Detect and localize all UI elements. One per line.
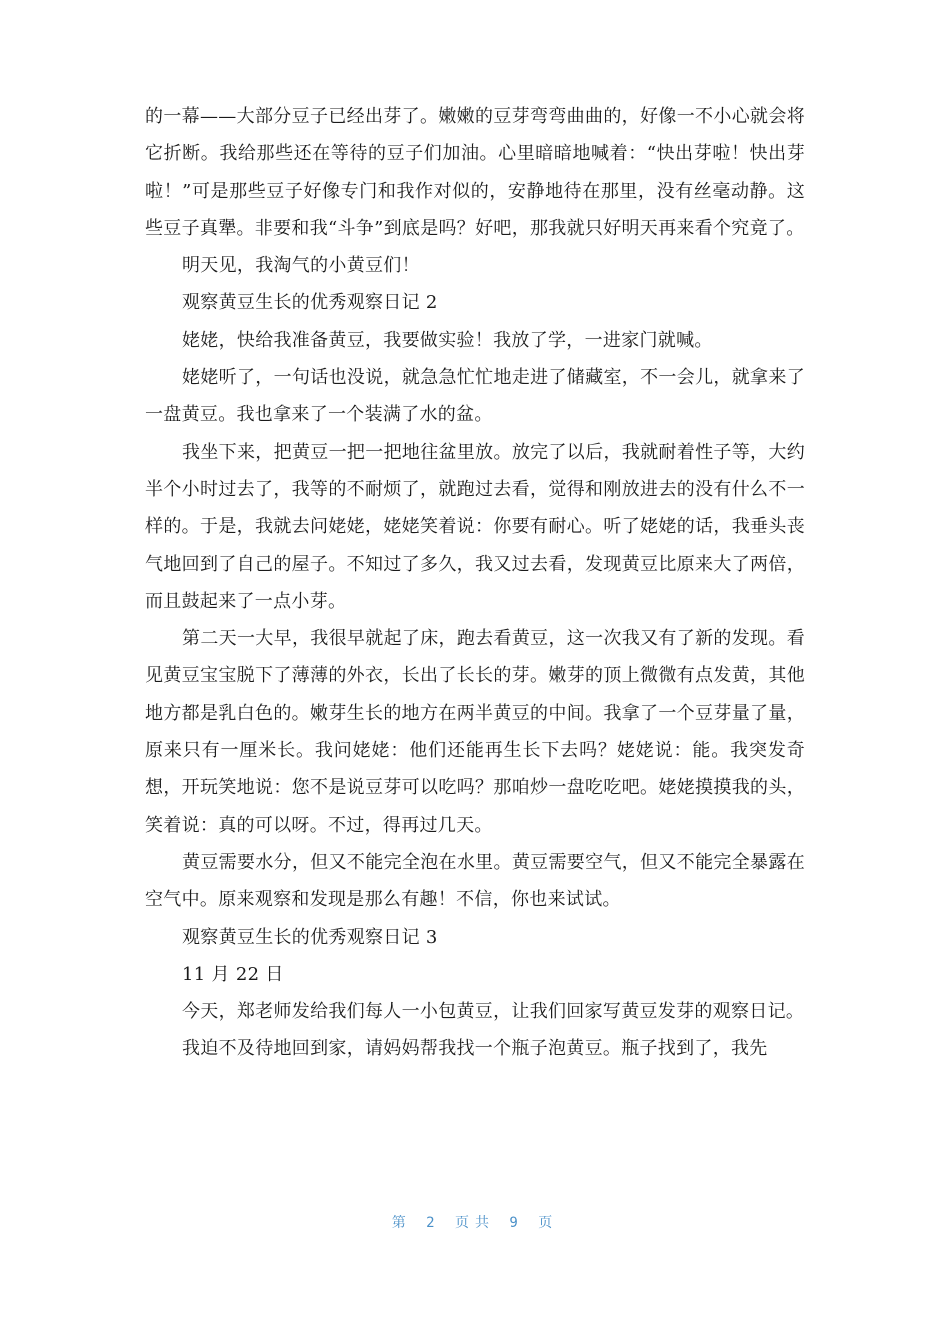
paragraph: 我坐下来，把黄豆一把一把地往盆里放。放完了以后，我就耐着性子等，大约半个小时过去了，我等的不耐烦了，就跑过去看，觉得和刚放进去的没有什么不一样的。于是，我就去问姥姥，姥姥笑着说：你要有耐心。听了姥姥的话，我垂头丧气地回到了自己的屋子。不知过了多久，我又过去看，发现黄豆比原来大了两倍，而且鼓起来了一点小芽。 [145,441,805,612]
paragraph: 我迫不及待地回到家，请妈妈帮我找一个瓶子泡黄豆。瓶子找到了，我先 [182,1038,768,1060]
page-number-footer: 第 2 页共 9 页 [391,1215,559,1231]
paragraph: 姥姥听了，一句话也没说，就急急忙忙地走进了储藏室，不一会儿，就拿来了一盘黄豆。我也拿来了一个装满了水的盆。 [145,367,805,426]
paragraph-continuation: 的一幕——大部分豆子已经出芽了。嫩嫩的豆芽弯弯曲曲的，好像一不小心就会将它折断。我给那些还在等待的豆子们加油。心里暗暗地喊着：“快出芽啦！快出芽啦！”可是那些豆子好像专门和我作对似的，安静地待在那里，没有丝毫动静。这些豆子真犟。非要和我“斗争”到底是吗？好吧，那我就只好明天再来看个究竟了。 [145,106,805,239]
section-heading-diary-3: 观察黄豆生长的优秀观察日记 3 [182,926,438,948]
diary-date: 11 月 22 日 [182,963,284,985]
paragraph: 明天见，我淘气的小黄豆们！ [182,255,420,277]
paragraph: 姥姥，快给我准备黄豆，我要做实验！我放了学，一进家门就喊。 [182,329,713,351]
section-heading-diary-2: 观察黄豆生长的优秀观察日记 2 [182,292,438,314]
paragraph: 第二天一大早，我很早就起了床，跑去看黄豆，这一次我又有了新的发现。看见黄豆宝宝脱下了薄薄的外衣，长出了长长的芽。嫩芽的顶上微微有点发黄，其他地方都是乳白色的。嫩芽生长的地方在两半黄豆的中间。我拿了一个豆芽量了量，原来只有一厘米长。我问姥姥：他们还能再生长下去吗？姥姥说：能。我突发奇想，开玩笑地说：您不是说豆芽可以吃吗？那咱炒一盘吃吃吧。姥姥摸摸我的头，笑着说：真的可以呀。不过，得再过几天。 [145,628,805,836]
document-body [145,98,805,1068]
paragraph: 今天，郑老师发给我们每人一小包黄豆，让我们回家写黄豆发芽的观察日记。 [182,1001,805,1023]
paragraph: 黄豆需要水分，但又不能完全泡在水里。黄豆需要空气，但又不能完全暴露在空气中。原来观察和发现是那么有趣！不信，你也来试试。 [145,851,805,911]
